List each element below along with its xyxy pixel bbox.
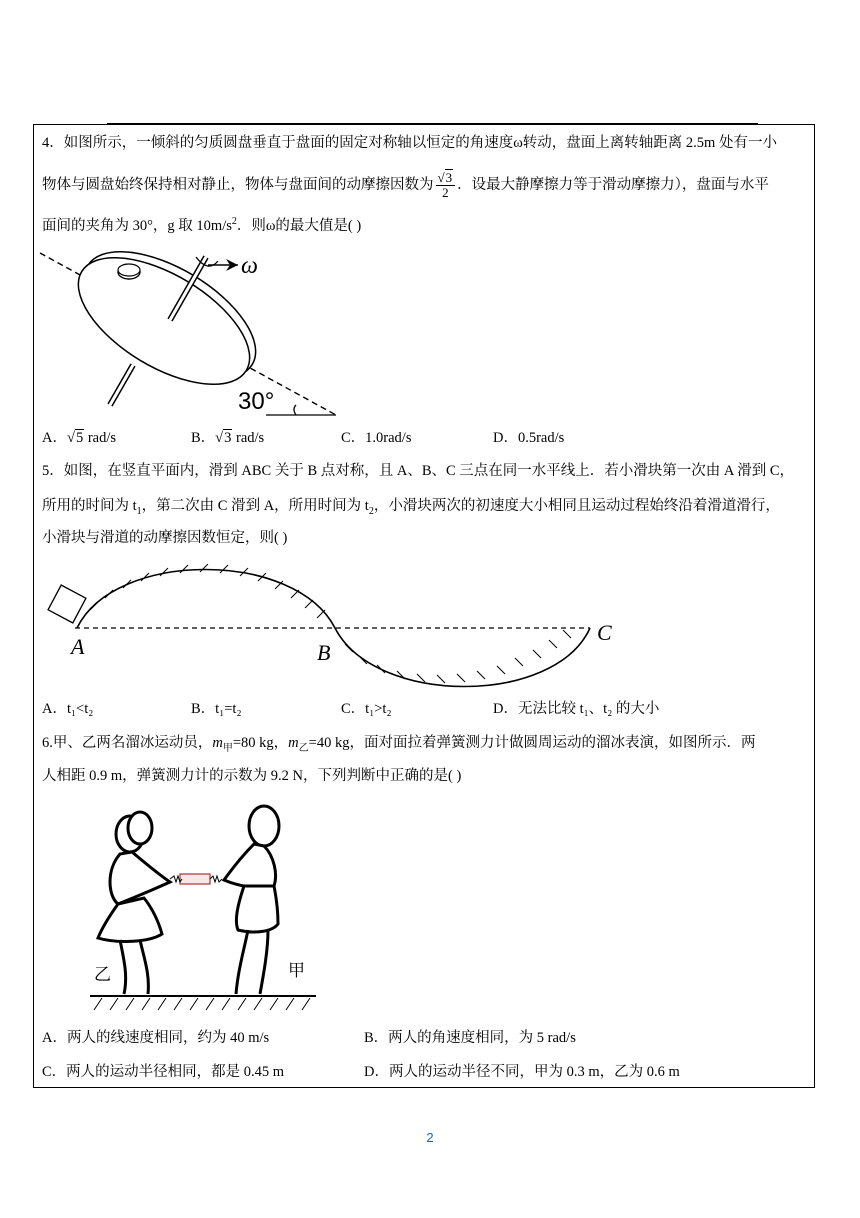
q5-choice-d[interactable]: D．无法比较 t₁、t₂ 的大小 <box>493 701 660 717</box>
q4-line-2 <box>42 171 769 200</box>
q6-choice-a[interactable]: A．两人的线速度相同，约为 40 m/s <box>42 1030 270 1046</box>
q4-line-2-text: 物体与圆盘始终保持相对静止，物体与盘面间的动摩擦因数为 <box>42 176 434 193</box>
omega-label: ω <box>241 253 258 279</box>
q5-line-3: 小滑块与滑道的动摩擦因数恒定，则( ) <box>42 530 288 546</box>
q4-line-2-tail: ．设最大静摩擦力等于滑动摩擦力），盘面与水平 <box>457 176 769 193</box>
q6-choice-d[interactable]: D．两人的运动半径不同，甲为 0.3 m，乙为 0.6 m <box>364 1064 680 1080</box>
q4-line-1: 4．如图所示，一倾斜的匀质圆盘垂直于盘面的固定对称轴以恒定的角速度ω转动，盘面上离转轴距离 2.5m 处有一小 <box>42 135 777 151</box>
q6-line-1: 6.甲、乙两名溜冰运动员，$m_甲=80$ kg，$m_乙=40$ kg，面对面拉着弹簧测力计做圆周运动的溜冰表演，如图所示．两 <box>42 735 756 754</box>
q6-line-2: 人相距 0.9 m，弹簧测力计的示数为 9.2 N，下列判断中正确的是( ) <box>42 768 462 784</box>
q4-choice-b[interactable]: B．√3 rad/s <box>191 430 265 446</box>
angle-label: 30° <box>238 388 275 415</box>
q4-choice-c[interactable]: C．1.0rad/s <box>341 430 412 446</box>
q5-choice-c[interactable]: C．t₁>t₂ <box>341 701 392 717</box>
q5-line-2: 所用的时间为 $t_1$，第二次由 C 滑到 A，所用时间为 $t_2$，小滑块两次的初速度大小相同且运动过程始终沿着滑道滑行， <box>42 498 780 517</box>
q4-line-3-text: 面间的夹角为 30°，g 取 10m/s <box>42 217 232 234</box>
fraction-denominator: 2 <box>442 185 449 200</box>
q4-line-3 <box>42 212 361 236</box>
friction-fraction: $\frac{√3}{2}$ <box>436 171 456 200</box>
q6-choice-b[interactable]: B．两人的角速度相同，为 5 rad/s <box>364 1030 576 1046</box>
point-b-label: B <box>317 640 331 665</box>
q5-choice-a[interactable]: A．t₁<t₂ <box>42 701 94 717</box>
q5-choice-b[interactable]: B．t₁=t₂ <box>191 701 242 717</box>
skater-yi-label: 乙 <box>94 965 111 985</box>
q4-choice-a[interactable]: A．√5 rad/s <box>42 430 117 446</box>
q4-exponent: 2 <box>231 216 237 227</box>
q5-line-1: 5．如图，在竖直平面内，滑到 ABC 关于 B 点对称，且 A、B、C 三点在同一水平线上．若小滑块第一次由 A 滑到 C， <box>42 463 795 479</box>
point-a-label: A <box>71 634 85 659</box>
slide-track-figure <box>45 560 625 670</box>
fraction-numerator: 3 <box>445 170 453 185</box>
q4-line-3-tail: ．则ω的最大值是( ) <box>236 217 362 234</box>
q6-choice-c[interactable]: C．两人的运动半径相同，都是 0.45 m <box>42 1064 285 1080</box>
page-number: 2 <box>426 1130 434 1145</box>
skaters-figure <box>88 800 328 1012</box>
q4-choice-d[interactable]: D．0.5rad/s <box>493 430 565 446</box>
tilted-disc-figure <box>38 245 338 420</box>
point-c-label: C <box>597 620 612 645</box>
skater-jia-label: 甲 <box>288 961 305 981</box>
